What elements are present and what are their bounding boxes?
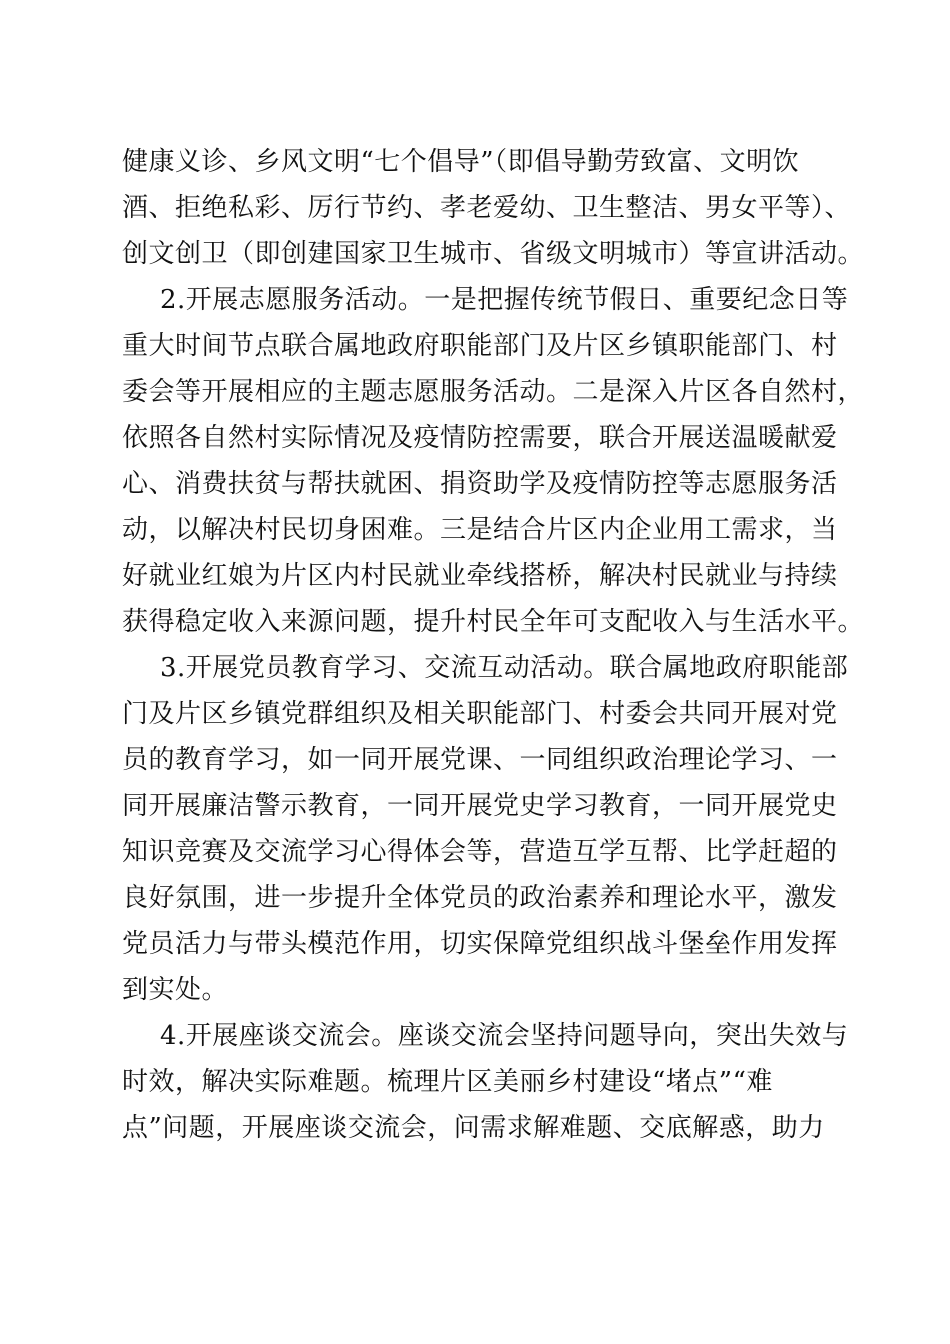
text-line: 同开展廉洁警示教育，一同开展党史学习教育，一同开展党史 <box>122 791 838 821</box>
text-line: 委会等开展相应的主题志愿服务活动。二是深入片区各自然村， <box>122 377 865 407</box>
text-line: 重大时间节点联合属地政府职能部门及片区乡镇职能部门、村 <box>122 331 838 361</box>
text-line: 依照各自然村实际情况及疫情防控需要，联合开展送温暖献爱 <box>122 423 838 453</box>
text-line: 动，以解决村民切身困难。三是结合片区内企业用工需求，当 <box>122 515 838 545</box>
text-line: 酒、拒绝私彩、厉行节约、孝老爱幼、卫生整洁、男女平等）、 <box>122 193 852 223</box>
paragraph-4-first-line: 4.开展座谈交流会。座谈交流会坚持问题导向，突出失效与 <box>160 1021 849 1051</box>
text-line: 门及片区乡镇党群组织及相关职能部门、村委会共同开展对党 <box>122 699 838 729</box>
text-line: 健康义诊、乡风文明“七个倡导”（即倡导勤劳致富、文明饮 <box>122 147 800 177</box>
text-line: 员的教育学习，如一同开展党课、一同组织政治理论学习、一 <box>122 745 838 775</box>
text-line: 创文创卫（即创建国家卫生城市、省级文明城市）等宣讲活动。 <box>122 239 865 269</box>
text-line: 到实处。 <box>122 975 229 1005</box>
text-line: 时效，解决实际难题。梳理片区美丽乡村建设“堵点”“难 <box>122 1067 773 1097</box>
text-line: 良好氛围，进一步提升全体党员的政治素养和理论水平，激发 <box>122 883 838 913</box>
text-line: 获得稳定收入来源问题，提升村民全年可支配收入与生活水平。 <box>122 607 865 637</box>
text-line: 党员活力与带头模范作用，切实保障党组织战斗堡垒作用发挥 <box>122 929 838 959</box>
text-line: 心、消费扶贫与帮扶就困、捐资助学及疫情防控等志愿服务活 <box>122 469 838 499</box>
text-line: 点”问题，开展座谈交流会，问需求解难题、交底解惑，助力 <box>122 1113 825 1143</box>
text-line: 知识竞赛及交流学习心得体会等，营造互学互帮、比学赶超的 <box>122 837 838 867</box>
paragraph-3-first-line: 3.开展党员教育学习、交流互动活动。联合属地政府职能部 <box>160 653 849 683</box>
paragraph-2-first-line: 2.开展志愿服务活动。一是把握传统节假日、重要纪念日等 <box>160 285 849 315</box>
text-line: 好就业红娘为片区内村民就业牵线搭桥，解决村民就业与持续 <box>122 561 838 591</box>
